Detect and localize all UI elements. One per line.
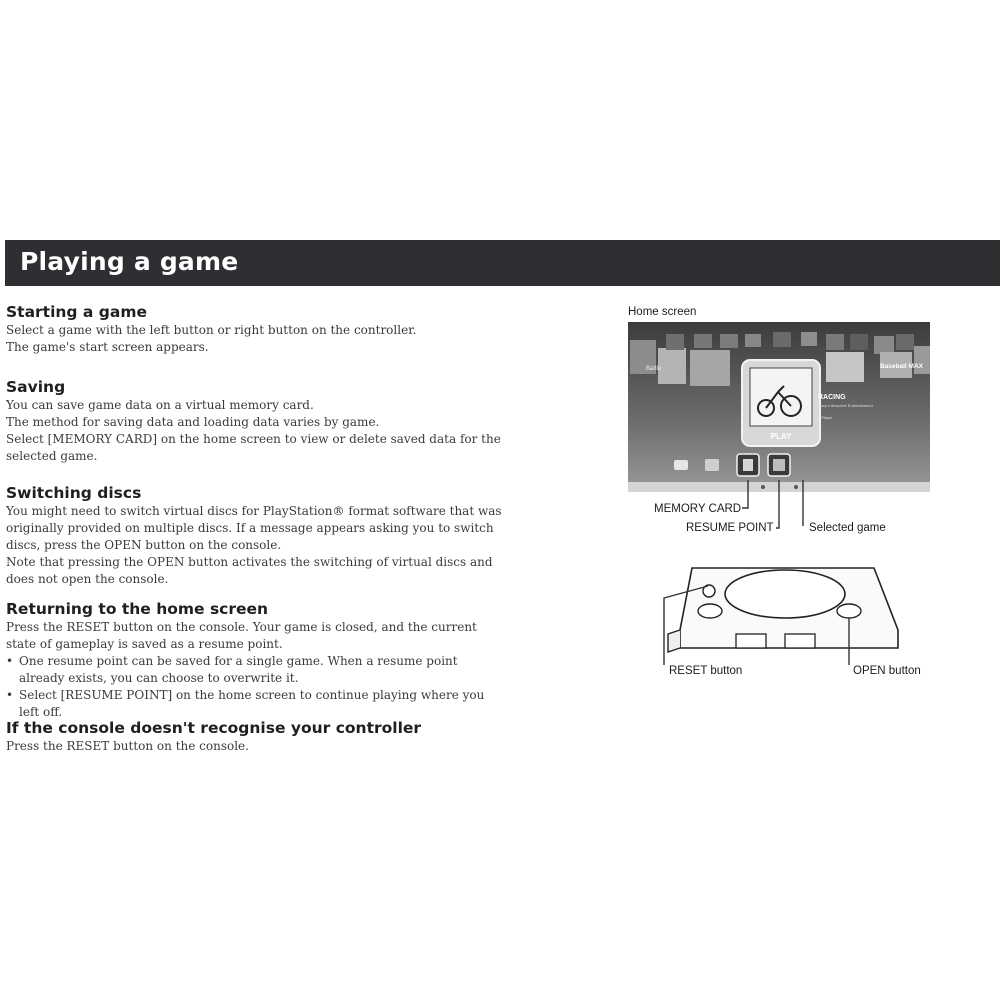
page-title: Playing a game (20, 247, 239, 276)
section-heading: Saving (6, 378, 66, 396)
toolbox-icon (674, 460, 688, 470)
selected-game-card (742, 360, 820, 446)
play-label: PLAY (770, 432, 792, 441)
paragraph: Note that pressing the OPEN button activates the switching of virtual discs and does not open the console. (6, 555, 493, 586)
reset-button-icon (698, 604, 722, 618)
paragraph: Select [MEMORY CARD] on the home screen to view or delete saved data for the selected game. (6, 432, 501, 463)
callout-lines (600, 470, 920, 550)
tile-text-battle: Battle (646, 366, 662, 372)
page-header-banner (5, 240, 1000, 286)
open-button-label: OPEN button (853, 665, 921, 677)
paragraph: You can save game data on a virtual memory card. (6, 398, 314, 412)
section-heading: Switching discs (6, 484, 142, 502)
home-screen-caption: Home screen (628, 306, 697, 318)
publisher-label: Sony Interactive Entertainment (818, 403, 873, 408)
section-controller-not-recognised (6, 718, 421, 755)
paragraph: Press the RESET button on the console. (6, 739, 249, 753)
memory-card-callout: MEMORY CARD (654, 503, 742, 515)
players-label: 1 Player (818, 415, 833, 420)
tile-text-baseball: Baseball MAX (880, 363, 923, 370)
section-heading: Returning to the home screen (6, 600, 269, 618)
genre-label: RACING (818, 394, 846, 401)
reset-button-label: RESET button (669, 665, 743, 677)
open-button-icon (837, 604, 861, 618)
paragraph: The game's start screen appears. (6, 340, 209, 354)
paragraph: Press the RESET button on the console. Your game is closed, and the current state of gameplay is saved as a resume point. (6, 620, 477, 651)
selected-game-callout: Selected game (809, 522, 886, 534)
list-item: • One resume point can be saved for a single game. When a resume point already exists, you can choose to overwrite it. (6, 653, 506, 687)
section-heading: Starting a game (6, 303, 147, 321)
section-heading: If the console doesn't recognise your controller (6, 719, 422, 737)
home-screen-illustration (628, 322, 930, 492)
section-starting-a-game (6, 302, 416, 356)
paragraph: The method for saving data and loading data varies by game. (6, 415, 380, 429)
paragraph: You might need to switch virtual discs for PlayStation® format software that was originally provided on multiple discs. If a message appears asking you to switch discs, press the OPEN button on the console. (6, 504, 502, 552)
paragraph: Select a game with the left button or right button on the controller. (6, 323, 417, 337)
controller-port-icon (736, 634, 766, 648)
section-saving (6, 377, 506, 465)
controller-port-icon (785, 634, 815, 648)
section-switching-discs (6, 483, 506, 588)
list-item: • Select [RESUME POINT] on the home screen to continue playing where you left off. (6, 687, 506, 721)
resume-point-callout: RESUME POINT (686, 522, 774, 534)
bullet-list (6, 653, 506, 721)
section-returning-home (6, 599, 506, 721)
